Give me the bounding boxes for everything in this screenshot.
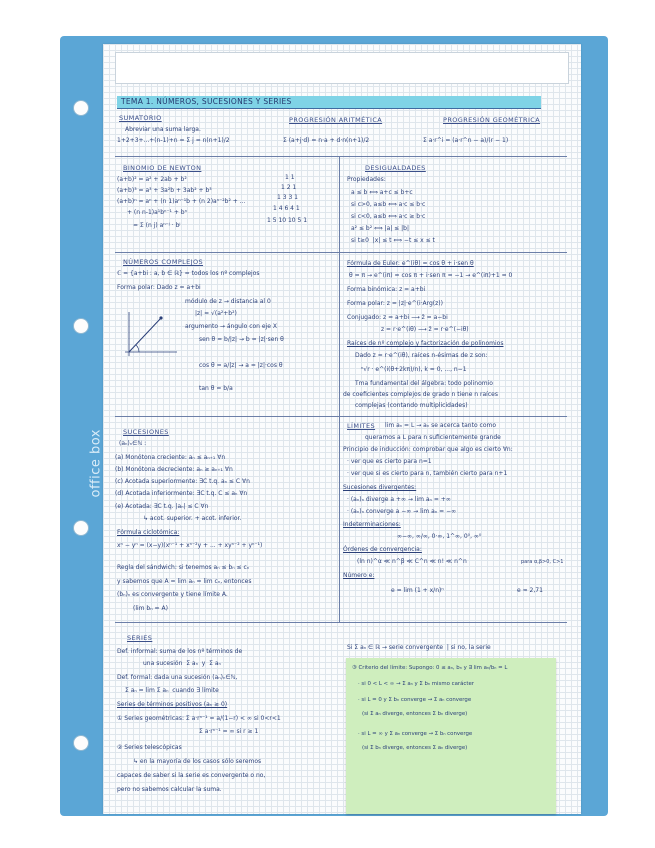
divider [115, 416, 567, 417]
section-heading: LÍMITES [347, 422, 376, 430]
note-line: (bₙ)ₙ es convergente y tiene límite A. [117, 591, 228, 598]
page-title: TEMA 1. NÚMEROS, SUCESIONES Y SERIES [117, 96, 541, 109]
binder-hole [73, 318, 89, 334]
note-line: + (n n-1)a¹bⁿ⁻¹ + bⁿ [127, 209, 188, 216]
note-line: ③ Criterio del límite: Supongo: 0 ≤ aₙ, bₙ y ∃ lim aₙ/bₙ = L [352, 665, 508, 671]
section-heading: SUMATORIO [119, 114, 162, 122]
binder-hole [73, 100, 89, 116]
pascal-row: 1 4 6 4 1 [273, 205, 300, 212]
section-heading: Fórmula de Euler: e^(iθ) = cos θ + i·sen θ [347, 260, 474, 267]
note-line: Abreviar una suma larga. [125, 126, 201, 133]
note-line: (a+b)³ = a³ + 3a²b + 3ab² + b³ [117, 187, 212, 194]
note-line: una sucesión Σ aₙ y Σ aₙ [143, 660, 221, 667]
note-line: (b) Monótona decreciente: aₙ ≥ aₙ₊₁ ∀n [115, 466, 233, 473]
note-line: (si Σ aₙ diverge, entonces Σ bₙ diverge) [362, 711, 468, 717]
note-line: Principio de inducción: comprobar que algo es cierto ∀n: [343, 446, 513, 453]
note-line: capaces de saber si la serie es convergente o no, [117, 772, 266, 779]
note-line: (lim bₙ = A) [133, 605, 168, 612]
note-line: cos θ = a/|z| → a = |z|·cos θ [199, 362, 283, 369]
argand-diagram [117, 308, 181, 358]
note-line: Conjugado: z = a+bi ⟶ z̄ = a−bi [347, 314, 448, 321]
divider [115, 252, 567, 253]
note-line: de coeficientes complejos de grado n tiene n raíces [343, 391, 498, 398]
note-line: a² ≤ b² ⟺ |a| ≤ |b| [351, 225, 409, 232]
note-line: Si Σ aₙ ∈ ℝ → serie convergente | si no, la serie [347, 644, 491, 651]
note-line: Forma polar: z = |z|·e^(i·Arg(z)) [347, 300, 443, 307]
note-line: (a+b)² = a² + 2ab + b² [117, 176, 187, 183]
note-line: Fórmula ciclotómica: [117, 529, 180, 536]
note-line: Def. formal: dada una sucesión (aₙ)ₙ∈ℕ, [117, 674, 238, 681]
note-line: · (aₙ)ₙ converge a −∞ → lim aₙ = −∞ [347, 508, 457, 515]
note-line: Sucesiones divergentes: [343, 484, 417, 491]
note-line: módulo de z → distancia al 0 [185, 298, 271, 305]
header-box [115, 52, 569, 84]
note-line: Forma binómica: z = a+bi [347, 286, 426, 293]
note-line: θ = π → e^(iπ) = cos π + i·sen π = −1 → e^(iπ)+1 = 0 [349, 272, 513, 279]
note-line: sen θ = b/|z| → b = |z|·sen θ [199, 336, 284, 343]
pascal-row: 1 5 10 10 5 1 [267, 217, 308, 224]
note-line: ℂ = {a+bi : a, b ∈ ℝ} = todos los nº complejos [117, 270, 260, 277]
brand-name: office box [88, 429, 104, 498]
note-line: queramos a L para n suficientemente grande [365, 434, 501, 441]
note-line: a ≤ b ⟺ a+c ≤ b+c [351, 189, 413, 196]
note-line: (si Σ bₙ diverge, entonces Σ aₙ diverge) [362, 745, 468, 751]
section-heading: SUCESIONES [123, 428, 169, 436]
section-heading: DESIGUALDADES [365, 164, 426, 172]
note-line: Indeterminaciones: [343, 521, 401, 528]
section-heading: PROGRESIÓN GEOMÉTRICA [443, 116, 541, 124]
note-line: si t≥0 |x| ≤ t ⟺ −t ≤ x ≤ t [351, 237, 435, 244]
note-line: = Σ (n j) aⁿ⁻ʲ · bʲ [133, 222, 181, 229]
note-line: ∞−∞, ∞/∞, 0·∞, 1^∞, 0⁰, ∞⁰ [397, 533, 482, 540]
note-line: · si L = 0 y Σ bₙ converge → Σ aₙ converge [358, 697, 472, 703]
note-line: (a+b)ⁿ = aⁿ + (n 1)aⁿ⁻¹b + (n 2)aⁿ⁻²b² + ... [117, 198, 246, 205]
note-line: e = lim (1 + x/n)ⁿ [391, 587, 444, 594]
note-line: |z| = √(a²+b²) [195, 310, 237, 317]
note-line: (d) Acotada inferiormente: ∃C t.q. C ≤ aₙ ∀n [115, 490, 248, 497]
note-line: ② Series telescópicas [117, 744, 182, 751]
note-line: (aₙ)ₙ∈ℕ : [119, 440, 147, 447]
section-heading: NÚMEROS COMPLEJOS [123, 258, 204, 266]
pascal-row: 1 3 3 1 [277, 194, 298, 201]
notes-sheet [103, 44, 581, 814]
note-line: 1+2+3+...+(n-1)+n = Σ j = n(n+1)/2 [117, 137, 230, 144]
note-line: (ln n)^α ≪ n^β ≪ C^n ≪ n! ≪ n^n [357, 558, 467, 565]
note-line: Dado z = r·e^(iθ), raíces n-ésimas de z son: [355, 352, 488, 359]
divider [115, 156, 567, 157]
note-line: · si L = ∞ y Σ aₙ converge → Σ bₙ converge [358, 731, 473, 737]
note-line: y sabemos que A = lim aₙ = lim cₙ, entonces [117, 578, 252, 585]
note-line: Propiedades: [347, 176, 386, 183]
note-line: Σ (a+j·d) = n·a + d·n(n+1)/2 [283, 137, 370, 144]
binder-hole [73, 735, 89, 751]
note-line: Regla del sándwich: si tenemos aₙ ≤ bₙ ≤ cₙ [117, 564, 250, 571]
note-line: tan θ = b/a [199, 385, 233, 392]
note-line: · ver que si es cierto para n, también cierto para n+1 [347, 470, 508, 477]
note-line: ↳ acot. superior. + acot. inferior. [143, 515, 242, 522]
note-line: Series de términos positivos (aₙ ≥ 0) [117, 701, 228, 708]
note-line: complejas (contando multiplicidades) [355, 402, 468, 409]
note-line: Σ a·r^i = (a·r^n − a)/(r − 1) [423, 137, 509, 144]
note-line: (a) Monótona creciente: aₙ ≤ aₙ₊₁ ∀n [115, 454, 226, 461]
note-line: Tma fundamental del álgebra: todo polinomio [355, 380, 493, 387]
divider [339, 416, 340, 622]
note-line: xⁿ − yⁿ = (x−y)(xⁿ⁻¹ + xⁿ⁻²y + ... + xyⁿ⁻² + yⁿ⁻¹) [117, 542, 263, 549]
note-line: Def. informal: suma de los nº términos de [117, 648, 243, 655]
note-line: (c) Acotada superiormente: ∃C t.q. aₙ ≤ C ∀n [115, 478, 250, 485]
note-line: · (aₙ)ₙ diverge a +∞ → lim aₙ = +∞ [347, 496, 451, 503]
note-line: Forma polar: Dado z = a+bi [117, 284, 201, 291]
section-heading: BINOMIO DE NEWTON [123, 164, 202, 172]
note-line: Σ aₙ = lim Σ aₙ cuando ∃ límite [125, 687, 219, 694]
section-heading: PROGRESIÓN ARITMÉTICA [289, 116, 383, 124]
note-line: lim aₙ = L → aₙ se acerca tanto como [385, 422, 497, 429]
note-line: pero no sabemos calcular la suma. [117, 786, 222, 793]
note-line: e ≈ 2,71 [517, 587, 543, 594]
note-line: ↳ en la mayoría de los casos sólo seremos [133, 758, 262, 765]
note-line: para α,β>0, C>1 [521, 559, 564, 565]
section-heading: SERIES [127, 634, 153, 642]
note-line: Número e: [343, 572, 375, 579]
note-line: · si 0 < L < ∞ → Σ aₙ y Σ bₙ mismo carácter [358, 681, 475, 687]
note-line: Órdenes de convergencia: [343, 546, 422, 553]
note-line: ⁿ√r · e^(i(θ+2kπ)/n), k = 0, ..., n−1 [361, 366, 467, 373]
note-line: z = r·e^(iθ) ⟶ z̄ = r·e^(−iθ) [381, 326, 469, 333]
pascal-row: 1 1 [285, 174, 295, 181]
note-line: ① Series geométricas: Σ a·rⁿ⁻¹ = a/(1−r) < ∞ si 0<r<1 [117, 715, 281, 722]
note-line: si c<0, a≤b ⟺ a·c ≥ b·c [351, 213, 426, 220]
note-line: (e) Acotada: ∃C t.q. |aₙ| ≤ C ∀n [115, 503, 209, 510]
divider [115, 622, 567, 623]
note-line: argumento → ángulo con eje X [185, 323, 277, 330]
note-line: · ver que es cierto para n=1 [347, 458, 432, 465]
sticky-note [346, 658, 556, 814]
pascal-row: 1 2 1 [281, 184, 297, 191]
binder-hole [73, 520, 89, 536]
note-line: Raíces de nº complejo y factorización de polinomios [347, 340, 504, 347]
note-line: Σ a·rⁿ⁻¹ = ∞ si r ≥ 1 [199, 728, 259, 735]
note-line: si c>0, a≤b ⟺ a·c ≤ b·c [351, 201, 426, 208]
